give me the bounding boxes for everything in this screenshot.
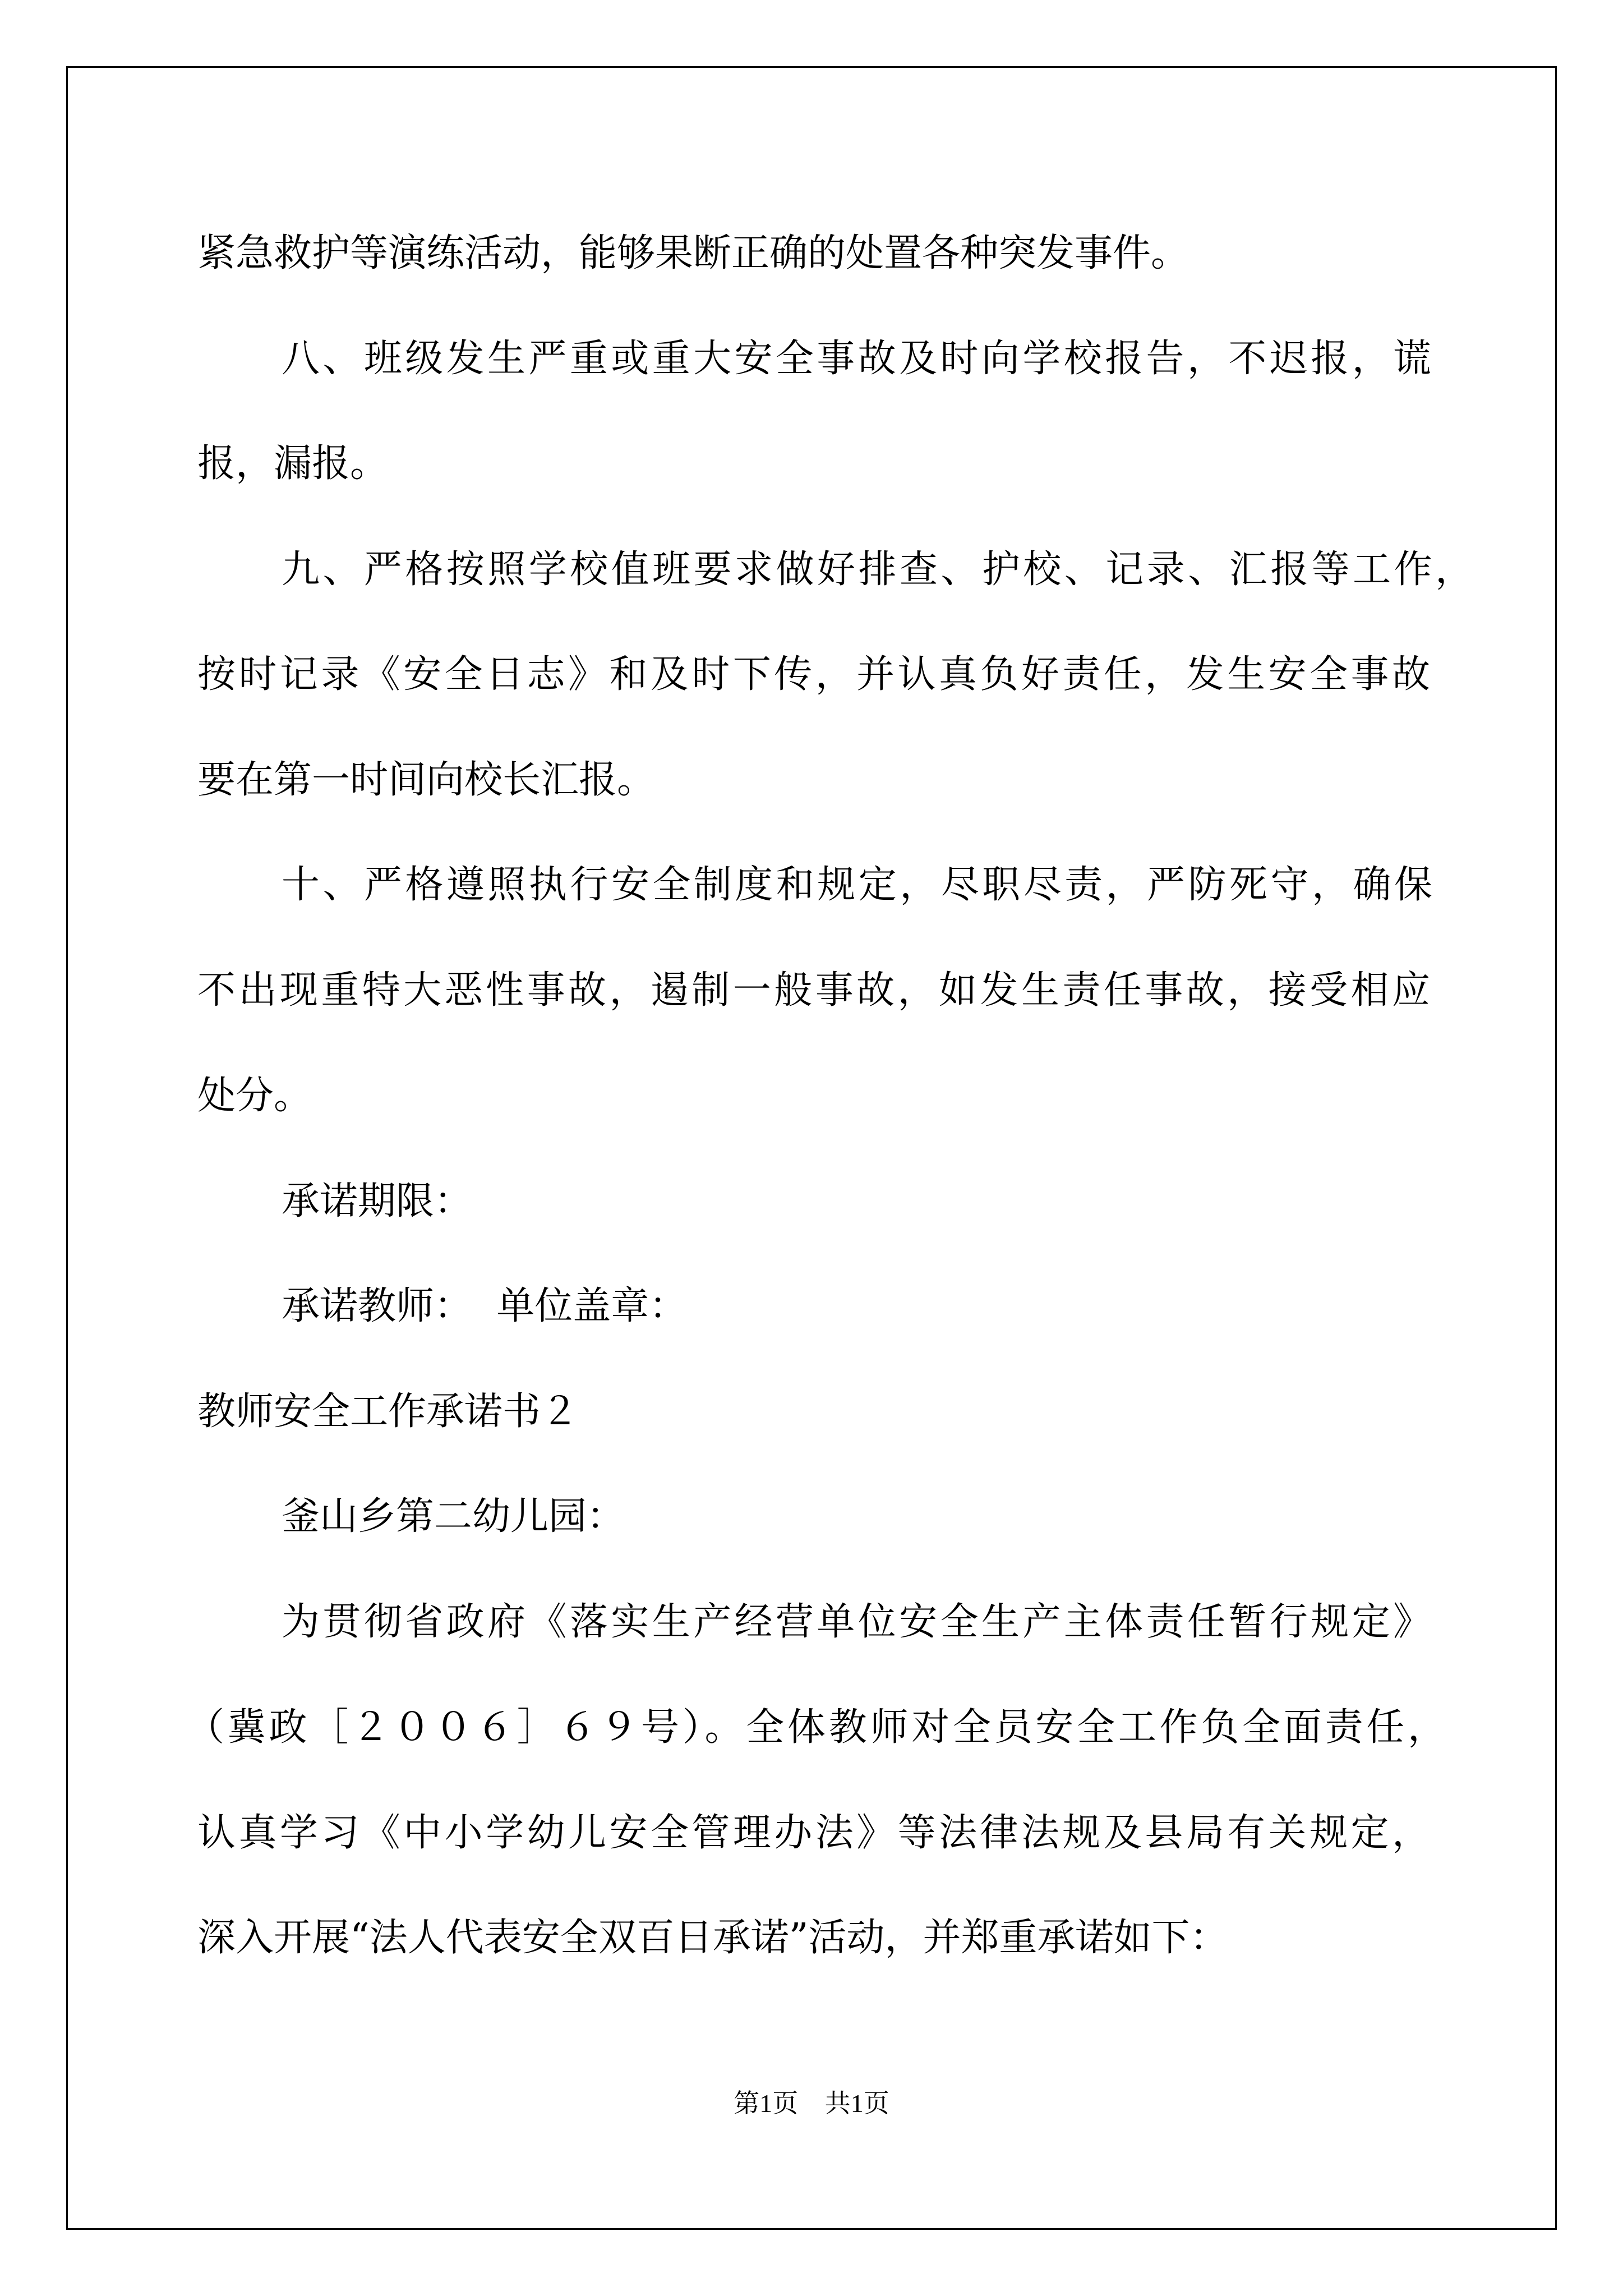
text-line-17: 深入开展“法人代表安全双百日承诺”活动，并郑重承诺如下： xyxy=(197,1916,1228,1960)
page-number: 第1页 xyxy=(734,2089,799,2118)
text-line-3: 报，漏报。 xyxy=(197,441,389,486)
text-line-14: 为贯彻省政府《落实生产经营单位安全生产主体责任暂行规定》 xyxy=(282,1600,1431,1644)
text-line-5: 按时记录《安全日志》和及时下传，并认真负好责任，发生安全事故 xyxy=(197,652,1430,697)
page-total: 共1页 xyxy=(824,2089,889,2118)
page-footer xyxy=(0,2087,1623,2120)
text-line-13: 釜山乡第二幼儿园： xyxy=(282,1494,625,1539)
section-title: 教师安全工作承诺书２ xyxy=(197,1389,579,1434)
text-line-7: 十、严格遵照执行安全制度和规定，尽职尽责，严防死守，确保 xyxy=(282,863,1432,907)
text-line-15: （冀政［２００６］６９号）。全体教师对全员安全工作负全面责任， xyxy=(186,1705,1446,1750)
text-line-4: 九、严格按照学校值班要求做好排查、护校、记录、汇报等工作， xyxy=(282,547,1473,592)
text-line-10: 承诺期限： xyxy=(282,1179,473,1223)
text-line-8: 不出现重特大恶性事故，遏制一般事故，如发生责任事故，接受相应 xyxy=(197,968,1430,1013)
text-line-6: 要在第一时间向校长汇报。 xyxy=(197,758,656,802)
text-line-9: 处分。 xyxy=(197,1074,312,1118)
page-border xyxy=(66,66,1557,2230)
text-line-16: 认真学习《中小学幼儿安全管理办法》等法律法规及县局有关规定， xyxy=(197,1811,1430,1855)
text-line-2: 八、班级发生严重或重大安全事故及时向学校报告，不迟报，谎 xyxy=(282,337,1431,381)
text-line-1: 紧急救护等演练活动，能够果断正确的处置各种突发事件。 xyxy=(197,231,1189,275)
text-line-11: 承诺教师： 单位盖章： xyxy=(282,1284,688,1328)
